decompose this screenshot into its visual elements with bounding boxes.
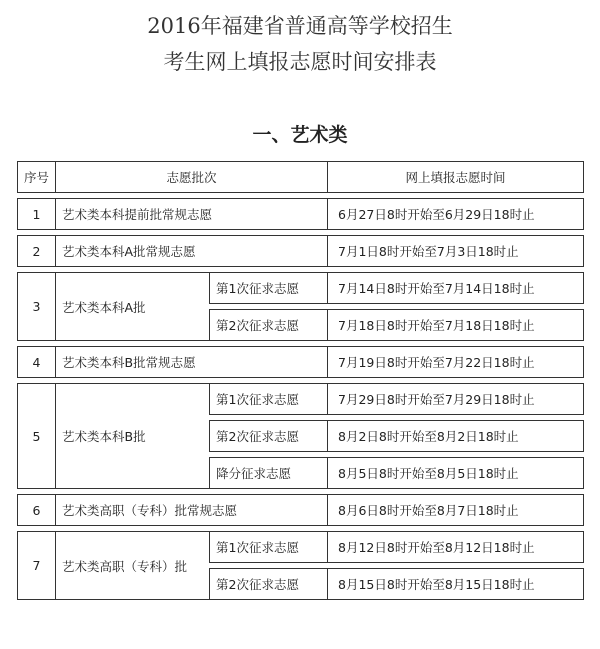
batch-name: 艺术类本科A批 [55,272,209,341]
page-title-line2: 考生网上填报志愿时间安排表 [163,50,437,74]
table-row [17,494,584,526]
row-number: 3 [17,272,55,341]
table-header-row [17,161,584,193]
row-number: 1 [17,198,55,230]
time-range: 7月19日8时开始至7月22日18时止 [327,346,584,378]
sub-batch-name: 第2次征求志愿 [209,420,327,452]
section-title: 一、艺术类 [252,124,348,146]
batch-name: 艺术类本科提前批常规志愿 [55,198,327,230]
row-number: 6 [17,494,55,526]
table-row [17,272,584,304]
sub-batch-name: 降分征求志愿 [209,457,327,489]
sub-batch-name: 第1次征求志愿 [209,383,327,415]
row-number: 4 [17,346,55,378]
table-row [17,235,584,267]
time-range: 7月18日8时开始至7月18日18时止 [327,309,584,341]
time-range: 8月5日8时开始至8月5日18时止 [327,457,584,489]
time-range: 8月12日8时开始至8月12日18时止 [327,531,584,563]
time-range: 6月27日8时开始至6月29日18时止 [327,198,584,230]
header-time: 网上填报志愿时间 [327,161,584,193]
sub-batch-name: 第2次征求志愿 [209,568,327,600]
page-title-line1: 2016年福建省普通高等学校招生 [147,14,453,38]
batch-name: 艺术类本科B批 [55,383,209,489]
row-number: 5 [17,383,55,489]
time-range: 7月29日8时开始至7月29日18时止 [327,383,584,415]
batch-name: 艺术类高职（专科）批 [55,531,209,600]
time-range: 8月6日8时开始至8月7日18时止 [327,494,584,526]
sub-batch-name: 第2次征求志愿 [209,309,327,341]
table-row [17,346,584,378]
batch-name: 艺术类高职（专科）批常规志愿 [55,494,327,526]
batch-name: 艺术类本科B批常规志愿 [55,346,327,378]
time-range: 7月14日8时开始至7月14日18时止 [327,272,584,304]
batch-name: 艺术类本科A批常规志愿 [55,235,327,267]
sub-batch-name: 第1次征求志愿 [209,272,327,304]
row-number: 2 [17,235,55,267]
table-row [17,383,584,415]
header-batch: 志愿批次 [55,161,327,193]
row-number: 7 [17,531,55,600]
sub-batch-name: 第1次征求志愿 [209,531,327,563]
table-row [17,198,584,230]
time-range: 8月2日8时开始至8月2日18时止 [327,420,584,452]
table-row [17,531,584,563]
time-range: 7月1日8时开始至7月3日18时止 [327,235,584,267]
schedule-table [17,156,584,605]
header-no: 序号 [17,161,55,193]
time-range: 8月15日8时开始至8月15日18时止 [327,568,584,600]
